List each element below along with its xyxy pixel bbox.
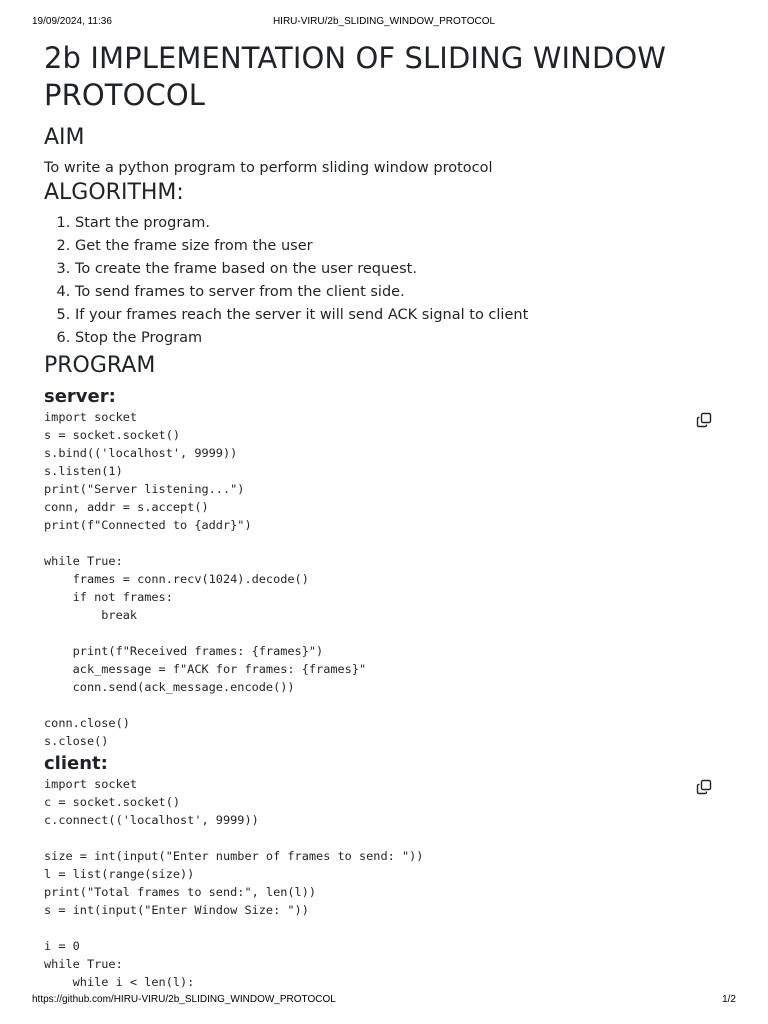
- copy-icon[interactable]: [696, 412, 712, 428]
- page-number: 1/2: [722, 994, 736, 1005]
- aim-text: To write a python program to perform sliding window protocol: [44, 160, 493, 176]
- algorithm-step: 1. Start the program.: [75, 212, 724, 235]
- print-url: https://github.com/HIRU-VIRU/2b_SLIDING_WINDOW_PROTOCOL: [32, 994, 336, 1005]
- program-heading: PROGRAM: [44, 353, 156, 378]
- algorithm-step: 2. Get the frame size from the user: [75, 235, 724, 258]
- algorithm-step: 6. Stop the Program: [75, 327, 724, 350]
- client-code-block: [44, 775, 724, 991]
- print-date: 19/09/2024, 11:36: [32, 16, 112, 27]
- server-heading: server:: [44, 386, 116, 407]
- print-header: [32, 16, 736, 30]
- aim-heading: AIM: [44, 125, 85, 150]
- server-code-block: [44, 408, 724, 750]
- copy-icon[interactable]: [696, 779, 712, 795]
- print-footer: [32, 994, 736, 1008]
- client-code: import socket c = socket.socket() c.connect(('localhost', 9999)) size = int(input("Enter number of frames to send: ")) l = list(range(size)) print("Total frames to send:", len(l)) s = int(input("Enter Window Size: ")) i = 0 while True: while i < len(l):: [44, 777, 424, 989]
- algorithm-heading: ALGORITHM:: [44, 180, 184, 205]
- document-content: [44, 40, 724, 991]
- server-code: import socket s = socket.socket() s.bind(('localhost', 9999)) s.listen(1) print("Server listening...") conn, addr = s.accept() print(f"Connected to {addr}") while True: frames = conn.recv(1024).decode() if not frames: break print(f"Received frames: {frames}") ack_message = f"ACK for frames: {frames}" conn.send(ack_message.encode()) conn.close() s.close(): [44, 410, 367, 748]
- algorithm-step: 4. To send frames to server from the client side.: [75, 281, 724, 304]
- print-title: HIRU-VIRU/2b_SLIDING_WINDOW_PROTOCOL: [272, 16, 496, 27]
- algorithm-step: 5. If your frames reach the server it will send ACK signal to client: [75, 304, 724, 327]
- algorithm-step: 3. To create the frame based on the user request.: [75, 258, 724, 281]
- client-heading: client:: [44, 753, 108, 774]
- algorithm-list: [44, 212, 724, 350]
- page-title: 2b IMPLEMENTATION OF SLIDING WINDOW PROTOCOL: [44, 41, 667, 112]
